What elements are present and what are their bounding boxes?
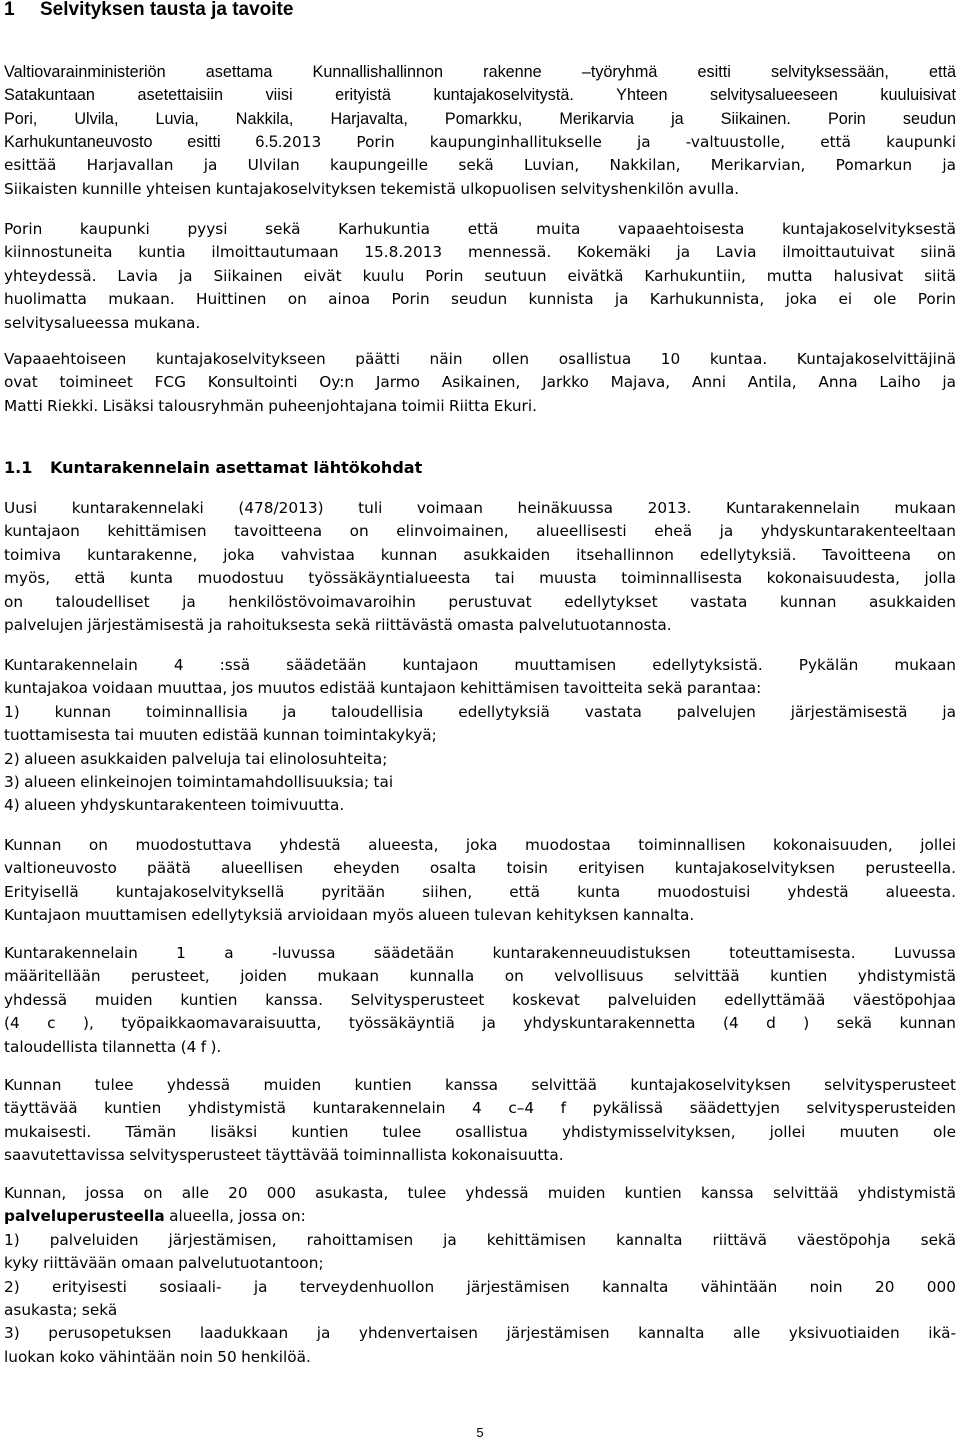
text-line: Vapaaehtoiseen kuntajakoselvitykseen päätti näin ollen osallistua 10 kuntaa. Kuntajakoselvittäjinä <box>4 350 956 368</box>
text-line: yhteydessä. Lavia ja Siikainen eivät kuulu Porin seutuun eivätkä Karhukuntiin, mutta halusivat siitä <box>4 266 956 285</box>
text-line: kuntajaon kehittämisen tavoitteena on elinvoimainen, alueellisesti eheä ja yhdyskuntarakenteeltaan <box>4 522 956 541</box>
bold-term: palveluperusteella <box>4 1207 165 1226</box>
text-line: Erityisellä kuntajakoselvityksellä pyritään siihen, että kunta muodostuisi yhdestä alueesta. <box>4 882 956 901</box>
text-line: 4) alueen yhdyskuntarakenteen toimivuutta. <box>4 796 345 815</box>
paragraph-participants <box>4 348 956 418</box>
paragraph-background <box>4 61 956 131</box>
text-line: Kunnan tulee yhdessä muiden kuntien kanssa selvittää kuntajakoselvityksen selvitysperusteet <box>4 1076 956 1094</box>
text-line <box>4 1205 956 1228</box>
text-line: 1) kunnan toiminnallisia ja taloudellisia edellytyksiä vastata palvelujen järjestämisestä ja <box>4 702 956 721</box>
text-line: Kunnan, jossa on alle 20 000 asukasta, tulee yhdessä muiden kuntien kanssa selvittää yhdistymistä <box>4 1184 956 1202</box>
text-line: huolimatta mukaan. Huittinen on ainoa Porin seudun kunnista ja Karhukunnista, joka ei ole Porin <box>4 290 956 309</box>
text-line: Kunnan on muodostuttava yhdestä alueesta, joka muodostaa toiminnallisen kokonaisuuden, jollei <box>4 836 956 854</box>
text-line: palvelujen järjestämisestä ja rahoituksesta sekä riittävästä omasta palvelutuotannosta. <box>4 616 672 635</box>
text-line: tuottamisesta tai muuten edistää kunnan toimintakykyä; <box>4 726 437 745</box>
text-line <box>4 131 956 154</box>
text-line: määritellään perusteet, joiden mukaan kunnalla on velvollisuus selvittää kuntien yhdistymistä <box>4 967 956 986</box>
paragraph-law-goals <box>4 497 956 637</box>
paragraph-single-area <box>4 834 956 928</box>
text-line: yhdessä muiden kuntien kanssa. Selvitysperusteet koskevat palveluiden edellyttämää väestöpohjaa <box>4 990 956 1009</box>
subsection-heading <box>4 457 422 479</box>
subsection-number: 1.1 <box>4 458 33 477</box>
text-line: ovat toimineet FCG Konsultointi Oy:n Jarmo Asikainen, Jarkko Majava, Anni Antila, Anna Laiho ja <box>4 373 956 392</box>
paragraph-background-continued <box>4 131 956 201</box>
text-line: 2) alueen asukkaiden palveluja tai elinolosuhteita; <box>4 749 388 768</box>
text-line: Matti Riekki. Lisäksi talousryhmän puheenjohtajana toimii Riitta Ekuri. <box>4 396 537 415</box>
text-line: Valtiovarainministeriön asettama Kunnallishallinnon rakenne –työryhmä esitti selvityksessään, että <box>4 63 956 81</box>
text-line: Siikaisten kunnille yhteisen kuntajakoselvityksen tekemistä ulkopuolisen selvityshenkilön avulla. <box>4 179 740 198</box>
text-line: 3) alueen elinkeinojen toimintamahdollisuuksia; tai <box>4 773 394 792</box>
text-line: on taloudelliset ja henkilöstövoimavaroihin perustuvat edellytykset vastata kunnan asukkaiden <box>4 592 956 611</box>
text-line: Uusi kuntarakennelaki (478/2013) tuli voimaan heinäkuussa 2013. Kuntarakennelain mukaan <box>4 499 956 517</box>
text-line: esittää Harjavallan ja Ulvilan kaupungeille sekä Luvian, Nakkilan, Merikarvian, Pomarkun ja <box>4 156 956 175</box>
text-line: selvitysalueessa mukana. <box>4 313 201 332</box>
text-line: valtioneuvosto päätä alueellisen eheyden osalta toisin erityisen kuntajakoselvityksen perusteella. <box>4 859 956 878</box>
list-item-continued: asukasta; sekä <box>4 1301 118 1320</box>
text-line: saavutettavissa selvitysperusteet täyttävää toiminnallista kokonaisuutta. <box>4 1146 564 1165</box>
list-item: 1) palveluiden järjestämisen, rahoittamisen ja kehittämisen kannalta riittävä väestöpohja sekä <box>4 1230 956 1249</box>
text-line: taloudellista tilannetta (4 f ). <box>4 1037 222 1056</box>
paragraph-section-4 <box>4 654 956 818</box>
text-line: kuntajakoa voidaan muuttaa, jos muutos edistää kuntajaon kehittämisen tavoitteita sekä parantaa: <box>4 679 762 698</box>
text-line: kiinnostuneita kuntia ilmoittautumaan 15.8.2013 mennessä. Kokemäki ja Lavia ilmoittautuivat siinä <box>4 243 956 262</box>
paragraph-merger-duty <box>4 1074 956 1168</box>
text-line: mukaisesti. Tämän lisäksi kuntien tulee osallistua yhdistymisselvityksen, jollei muuten ole <box>4 1122 956 1141</box>
text-line: myös, että kunta muodostuu työssäkäyntialueesta tai muusta toiminnallisesta kokonaisuudesta, jolla <box>4 569 956 588</box>
text-line: Porin kaupunki pyysi sekä Karhukuntia että muita vapaaehtoisesta kuntajakoselvityksestä <box>4 220 956 238</box>
text-line: Kuntarakennelain 1 a -luvussa säädetään kuntarakenneuudistuksen toteuttamisesta. Luvussa <box>4 944 956 962</box>
page-number: 5 <box>476 1425 484 1440</box>
text-line: Satakuntaan asetettaisiin viisi erityistä kuntajakoselvitystä. Yhteen selvitysalueeseen kuuluisivat <box>4 86 956 105</box>
text-line: toimiva kuntarakenne, joka vahvistaa kunnan asukkaiden itsehallinnon edellytyksiä. Tavoitteena on <box>4 545 956 564</box>
text-line: Pori, Ulvila, Luvia, Nakkila, Harjavalta, Pomarkku, Merikarvia ja Siikainen. Porin seudun <box>4 109 956 128</box>
text-fragment: alueella, jossa on: <box>164 1207 306 1226</box>
list-item: 2) erityisesti sosiaali- ja terveydenhuollon järjestämisen kannalta vähintään noin 20 000 <box>4 1277 956 1296</box>
section-number: 1 <box>4 0 15 20</box>
paragraph-volunteers <box>4 218 956 335</box>
list-item-continued: luokan koko vähintään noin 50 henkilöä. <box>4 1347 311 1366</box>
text-line: (4 c ), työpaikkaomavaraisuutta, työssäkäyntiä ja yhdyskuntarakennetta (4 d ) sekä kunnan <box>4 1014 956 1033</box>
list-item: 3) perusopetuksen laadukkaan ja yhdenvertaisen järjestämisen kannalta alle yksivuotiaiden ikä- <box>4 1324 956 1343</box>
subsection-title: Kuntarakennelain asettamat lähtökohdat <box>50 458 423 477</box>
text-line: täyttävää kuntien yhdistymistä kuntarakennelain 4 c–4 f pykälissä säädettyjen selvitysperusteiden <box>4 1099 956 1118</box>
text-line: Kuntarakennelain 4 :ssä säädetään kuntajaon muuttamisen edellytyksistä. Pykälän mukaan <box>4 656 956 674</box>
list-item-continued: kyky riittävään omaan palvelutuotantoon; <box>4 1254 324 1273</box>
text-fragment: 2013 Porin kaupunginhallitukselle ja -valtuustolle, että kaupunki <box>282 133 956 151</box>
text-line: Kuntajaon muuttamisen edellytyksiä arvioidaan myös alueen tulevan kehityksen kannalta. <box>4 906 695 925</box>
section-heading <box>4 0 293 22</box>
text-fragment: Karhukuntaneuvosto esitti 6.5. <box>4 133 283 151</box>
section-title: Selvityksen tausta ja tavoite <box>40 0 294 20</box>
paragraph-chapter-1a <box>4 942 956 1059</box>
paragraph-service-basis <box>4 1182 956 1369</box>
